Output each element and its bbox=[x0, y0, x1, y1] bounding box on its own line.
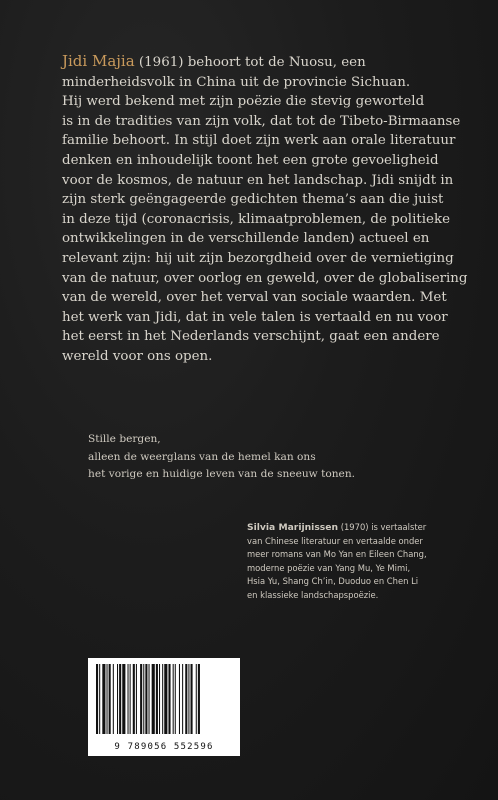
bio-line: minderheidsvolk in China uit de provincie Sichuan. bbox=[62, 74, 411, 90]
barcode-bar bbox=[191, 664, 193, 734]
barcode-bar bbox=[152, 664, 155, 734]
barcode-bar bbox=[99, 664, 100, 734]
translator-line: Hsia Yu, Shang Ch’in, Duoduo en Chen Li bbox=[247, 576, 419, 587]
barcode-bar bbox=[122, 664, 125, 734]
barcode-bar bbox=[109, 664, 111, 734]
bio-line: zijn sterk geëngageerde gedichten thema’s aan die juist bbox=[62, 192, 444, 208]
barcode-bar bbox=[156, 664, 158, 734]
bio-line: denken en inhoudelijk toont het een grote gevoeligheid bbox=[62, 152, 439, 168]
poem-line: alleen de weerglans van de hemel kan ons bbox=[88, 450, 316, 463]
bio-line: het eerst in het Nederlands verschijnt, gaat een andere bbox=[62, 329, 440, 345]
barcode-bar bbox=[149, 664, 150, 734]
translator-line: van Chinese literatuur en vertaalde onder bbox=[247, 535, 423, 546]
barcode-bar bbox=[145, 664, 147, 734]
poem-line: het vorige en huidige leven van de sneeuw tonen. bbox=[88, 468, 356, 481]
translator-line: en klassieke landschapspoëzie. bbox=[247, 589, 379, 600]
barcode-bar bbox=[96, 664, 98, 734]
barcode-bar bbox=[179, 664, 180, 734]
translator-line: meer romans van Mo Yan en Eileen Chang, bbox=[247, 549, 427, 560]
translator-biography bbox=[247, 521, 482, 603]
bio-line: Hij werd bekend met zijn poëzie die stevig geworteld bbox=[62, 94, 425, 110]
poem-line: Stille bergen, bbox=[88, 433, 161, 445]
barcode-bar bbox=[188, 664, 189, 734]
bio-line: ontwikkelingen in de verschillende landen) actueel en bbox=[62, 231, 430, 247]
author-biography bbox=[62, 52, 468, 367]
translator-name: Silvia Marijnissen bbox=[247, 522, 339, 533]
isbn-digits: 9 789056 552596 bbox=[114, 742, 214, 752]
bio-line: familie behoort. In stijl doet zijn werk aan orale literatuur bbox=[62, 133, 456, 149]
bio-line: voor de kosmos, de natuur en het landschap. Jidi snijdt in bbox=[62, 172, 454, 188]
barcode-bar bbox=[164, 664, 167, 734]
translator-first-line bbox=[247, 521, 482, 535]
translator-first-line-rest: (1970) is vertaalster bbox=[338, 522, 427, 532]
poem-excerpt bbox=[88, 431, 468, 484]
barcode-bar bbox=[117, 664, 118, 734]
barcode-bar bbox=[119, 664, 121, 734]
barcode-bar bbox=[102, 664, 105, 734]
barcode-bar bbox=[128, 664, 129, 734]
bio-line: het werk van Jidi, dat in vele talen is vertaald en nu voor bbox=[62, 309, 448, 325]
author-name: Jidi Majia bbox=[62, 52, 135, 70]
bio-line: relevant zijn: hij uit zijn bezorgdheid over de vernietiging bbox=[62, 250, 454, 266]
barcode-bar bbox=[107, 664, 108, 734]
barcode-bar bbox=[113, 664, 114, 734]
barcode-bar bbox=[133, 664, 135, 734]
isbn-barcode bbox=[88, 658, 240, 756]
barcode-bar bbox=[162, 664, 163, 734]
barcode-bar bbox=[143, 664, 144, 734]
translator-line: moderne poëzie van Yang Mu, Ye Mimi, bbox=[247, 562, 411, 573]
bio-line: van de wereld, over het verval van sociale waarden. Met bbox=[62, 290, 447, 306]
barcode-bar bbox=[175, 664, 176, 734]
barcode-bar bbox=[130, 664, 131, 734]
bio-line: wereld voor ons open. bbox=[62, 348, 213, 364]
bio-first-line-rest: (1961) behoort tot de Nuosu, een bbox=[134, 55, 366, 70]
barcode-bar bbox=[196, 664, 197, 734]
barcode-bar bbox=[173, 664, 174, 734]
barcode-bar bbox=[159, 664, 160, 734]
barcode-bar bbox=[140, 664, 142, 734]
barcode-bars bbox=[94, 664, 234, 736]
barcode-bar bbox=[168, 664, 170, 734]
barcode-bar bbox=[198, 664, 200, 734]
bio-line: van de natuur, over oorlog en geweld, over de globalisering bbox=[62, 270, 468, 286]
bio-first-line bbox=[62, 52, 462, 73]
barcode-bar bbox=[136, 664, 137, 734]
bio-line: is in de tradities van zijn volk, dat tot de Tibeto-Birmaanse bbox=[62, 113, 461, 129]
bio-line: in deze tijd (coronacrisis, klimaatproblemen, de politieke bbox=[62, 211, 450, 227]
barcode-bar bbox=[185, 664, 187, 734]
barcode-bar bbox=[182, 664, 183, 734]
